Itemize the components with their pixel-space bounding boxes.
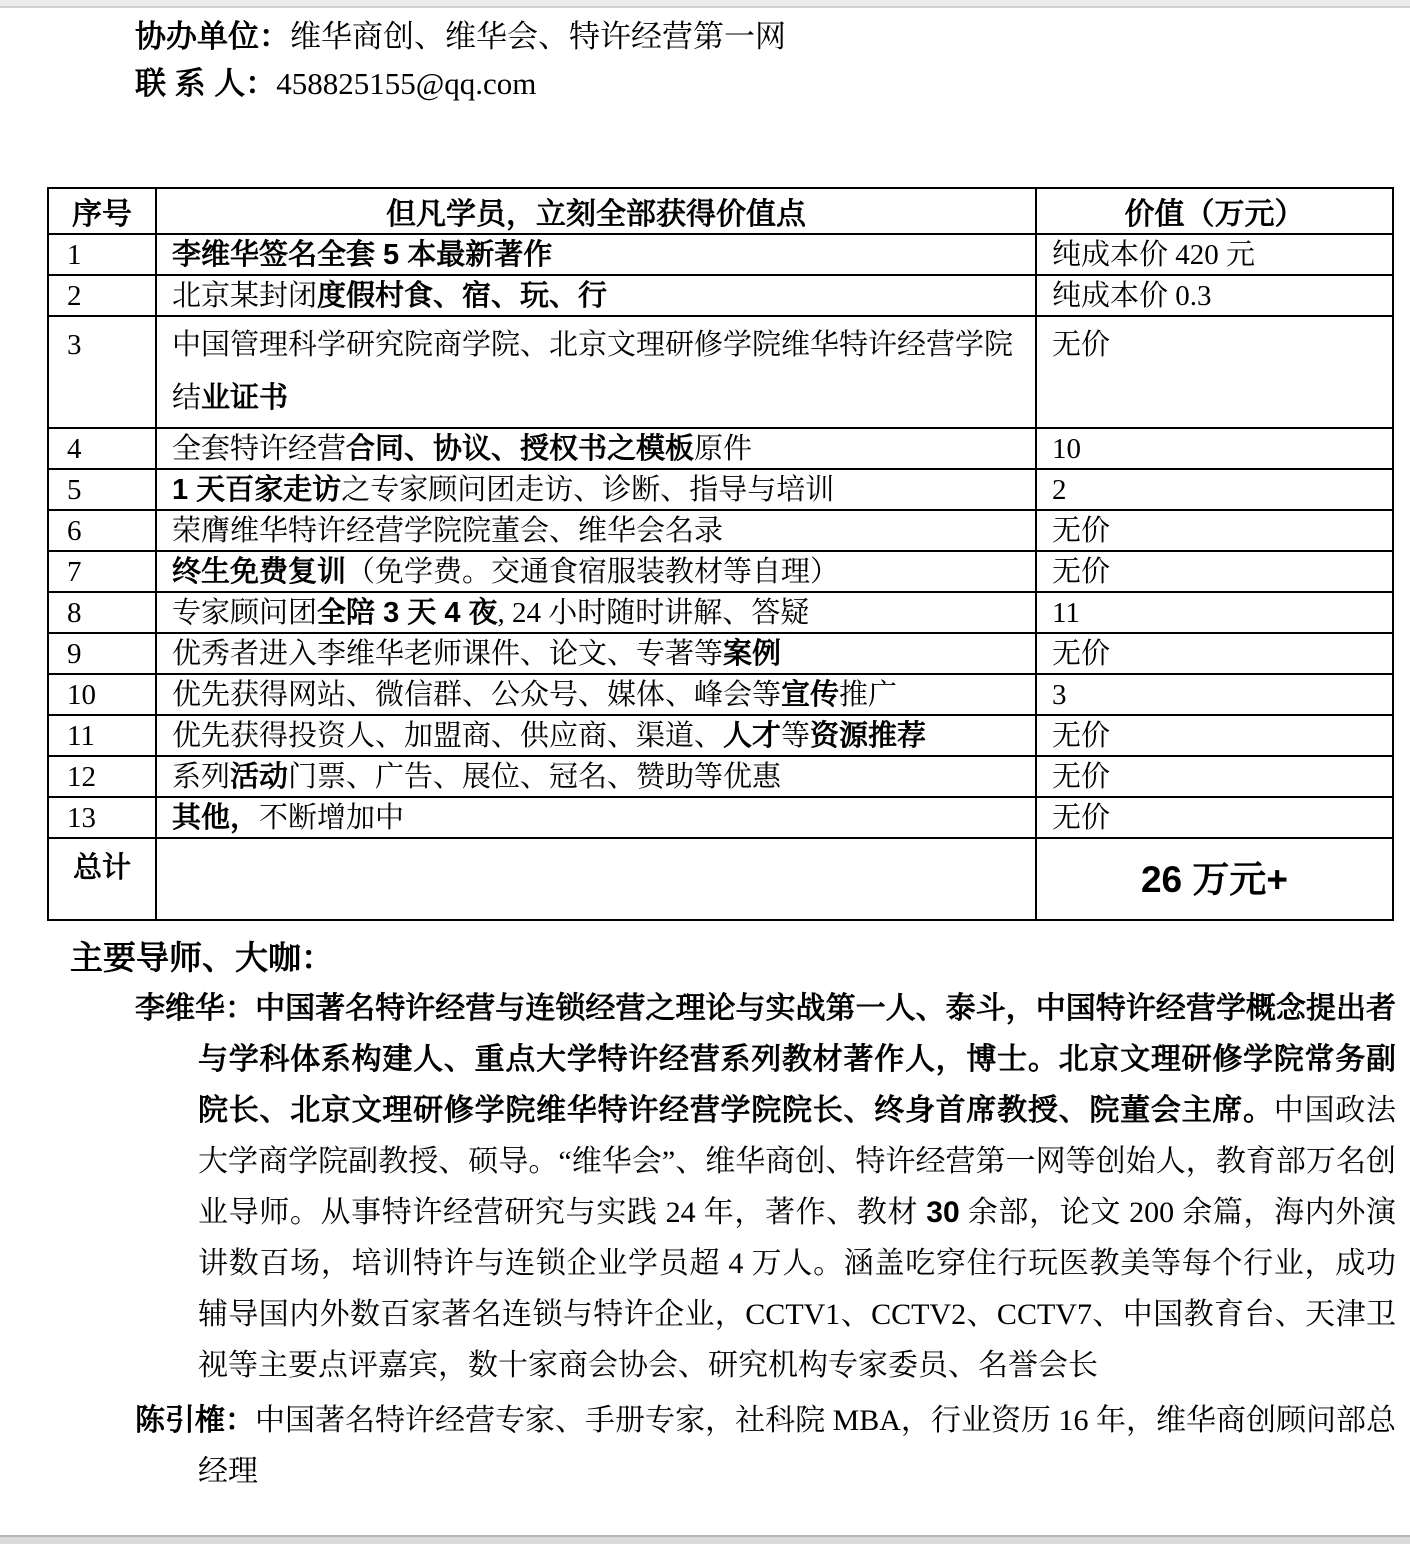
regular-text: 中国管理科学研究院商学院、北京文理研修学院维华特许经营学院结 [172, 329, 1014, 414]
regular-text: 优先获得投资人、加盟商、供应商、渠道、 [172, 720, 724, 752]
regular-text: 余部，论文 200 余篇，海内外演讲数百场，培训特许与连锁企业学员超 4 万人。涵盖吃穿住行玩医教美等每个行业，成功辅导国内外数百家著名连锁与特许企业，CCTV1、CCTV2、CCTV7、中国教育台、天津卫视等主要点评嘉宾，数十家商会协会、研究机构专家委员、名誉会长 [198, 1196, 1397, 1382]
mentor-bio [198, 1404, 1396, 1488]
row-value-cell: 11 [1036, 592, 1393, 633]
mentor-name: 陈引榷： [135, 1404, 256, 1437]
regular-text: （免学费。交通食宿服装教材等自理） [346, 556, 840, 588]
bold-text: 李维华签名全套 5 本最新著作 [172, 239, 553, 271]
row-number-cell: 2 [48, 275, 156, 316]
row-number-cell: 3 [48, 316, 156, 428]
mentor-paragraph-liweihua [0, 983, 1396, 1391]
row-number-cell: 10 [48, 674, 156, 715]
header-info [0, 0, 1410, 107]
mentor-paragraph-chenyinque [0, 1395, 1396, 1497]
row-number-cell: 11 [48, 715, 156, 756]
row-item-cell [156, 633, 1036, 674]
table-row [48, 674, 1393, 715]
regular-text: 荣膺维华特许经营学院院董会、维华会名录 [172, 515, 724, 547]
row-item-cell [156, 469, 1036, 510]
row-value-cell: 2 [1036, 469, 1393, 510]
row-value-cell: 无价 [1036, 510, 1393, 551]
row-value-cell: 无价 [1036, 633, 1393, 674]
bold-text: 终生免费复训 [172, 556, 347, 588]
bold-text: 业证书 [201, 382, 289, 414]
row-item-cell [156, 756, 1036, 797]
row-item-cell [156, 551, 1036, 592]
table-row [48, 510, 1393, 551]
regular-text: 不断增加中 [259, 802, 405, 834]
bold-text: 活动 [230, 761, 289, 793]
row-number-cell: 12 [48, 756, 156, 797]
mentors-heading: 主要导师、大咖： [70, 939, 334, 976]
value-table-body [48, 234, 1393, 838]
bold-text: 度假村食、宿、玩、行 [317, 280, 608, 312]
bold-text: 案例 [723, 638, 782, 670]
row-value-cell: 3 [1036, 674, 1393, 715]
page-bottom-edge [0, 1535, 1410, 1544]
table-row [48, 756, 1393, 797]
bold-text: 30 [926, 1196, 960, 1229]
bold-text: 中国著名特许经营与连锁经营之理论与实战第一人、泰斗，中国特许经营学概念提出者与学科体系构建人、重点大学特许经营系列教材著作人，博士。北京文理研修学院常务副院长、北京文理研修学院维华特许经营学院院长、终身首席教授、院董会主席。 [198, 992, 1397, 1127]
row-value-cell: 无价 [1036, 316, 1393, 428]
co-organizer-value: 维华商创、维华会、特许经营第一网 [290, 19, 786, 54]
value-table-total [48, 838, 1393, 920]
row-item-cell [156, 428, 1036, 469]
regular-text: 优秀者进入李维华老师课件、论文、专著等 [172, 638, 724, 670]
table-row [48, 592, 1393, 633]
row-number-cell: 8 [48, 592, 156, 633]
header-cell-number: 序号 [48, 188, 156, 234]
regular-text: 全套特许经营 [172, 433, 347, 465]
table-row [48, 316, 1393, 428]
regular-text: 北京某封闭 [172, 280, 318, 312]
regular-text: 之专家顾问团走访、诊断、指导与培训 [341, 474, 835, 506]
total-label-cell: 总计 [48, 838, 156, 920]
row-value-cell: 无价 [1036, 715, 1393, 756]
table-row [48, 715, 1393, 756]
page-top-edge [0, 0, 1410, 8]
row-item-cell [156, 234, 1036, 275]
value-table-header [48, 188, 1393, 234]
header-cell-item: 但凡学员，立刻全部获得价值点 [156, 188, 1036, 234]
regular-text: 优先获得网站、微信群、公众号、媒体、峰会等 [172, 679, 782, 711]
regular-text: 专家顾问团 [172, 597, 318, 629]
table-row [48, 469, 1393, 510]
regular-text: 中国著名特许经营专家、手册专家，社科院 MBA，行业资历 16 年，维华商创顾问部总经理 [198, 1404, 1396, 1488]
bold-text: 宣传 [781, 679, 840, 711]
row-number-cell: 9 [48, 633, 156, 674]
row-item-cell [156, 275, 1036, 316]
row-item-cell [156, 674, 1036, 715]
contact-label: 联 系 人： [135, 66, 277, 101]
row-value-cell: 10 [1036, 428, 1393, 469]
row-number-cell: 7 [48, 551, 156, 592]
row-item-cell [156, 316, 1036, 428]
bold-text: 1 天百家走访 [172, 474, 342, 506]
total-empty-cell [156, 838, 1036, 920]
bold-text: 人才 [723, 720, 782, 752]
regular-text: 系列 [172, 761, 231, 793]
contact-line [135, 60, 1410, 107]
row-value-cell: 纯成本价 0.3 [1036, 275, 1393, 316]
co-organizer-line [135, 13, 1410, 60]
co-organizer-label: 协办单位： [135, 19, 290, 54]
row-value-cell: 纯成本价 420 元 [1036, 234, 1393, 275]
contact-value: 458825155@qq.com [276, 66, 537, 101]
regular-text: 等 [781, 720, 811, 752]
table-row [48, 551, 1393, 592]
table-row [48, 234, 1393, 275]
regular-text: 推广 [839, 679, 898, 711]
bold-text: 其他， [172, 802, 260, 834]
row-number-cell: 1 [48, 234, 156, 275]
header-cell-value: 价值（万元） [1036, 188, 1393, 234]
row-item-cell [156, 592, 1036, 633]
table-row [48, 428, 1393, 469]
table-row [48, 275, 1393, 316]
mentor-name: 李维华： [135, 992, 256, 1025]
bold-text: 资源推荐 [810, 720, 927, 752]
row-item-cell [156, 510, 1036, 551]
regular-text: 中国政法大学商学院副教授、硕导。“维华会”、维华商创、特许经营第一网等创始人，教育部万名创业导师。从事特许经营研究与实践 24 年，著作、教材 [198, 1094, 1397, 1229]
bold-text: 合同、协议、授权书之模板 [346, 433, 695, 465]
row-value-cell: 无价 [1036, 551, 1393, 592]
table-row [48, 633, 1393, 674]
total-value-cell: 26 万元+ [1036, 838, 1393, 920]
regular-text: 原件 [694, 433, 753, 465]
row-number-cell: 6 [48, 510, 156, 551]
row-value-cell: 无价 [1036, 756, 1393, 797]
regular-text: 门票、广告、展位、冠名、赞助等优惠 [288, 761, 782, 793]
row-number-cell: 5 [48, 469, 156, 510]
table-row [48, 797, 1393, 838]
row-number-cell: 13 [48, 797, 156, 838]
mentor-bio [198, 992, 1396, 1382]
value-table [47, 187, 1394, 921]
row-number-cell: 4 [48, 428, 156, 469]
row-item-cell [156, 797, 1036, 838]
row-item-cell [156, 715, 1036, 756]
regular-text: , 24 小时随时讲解、答疑 [497, 597, 810, 629]
row-value-cell: 无价 [1036, 797, 1393, 838]
bold-text: 全陪 3 天 4 夜 [317, 597, 498, 629]
total-row [48, 838, 1393, 920]
table-header-row [48, 188, 1393, 234]
